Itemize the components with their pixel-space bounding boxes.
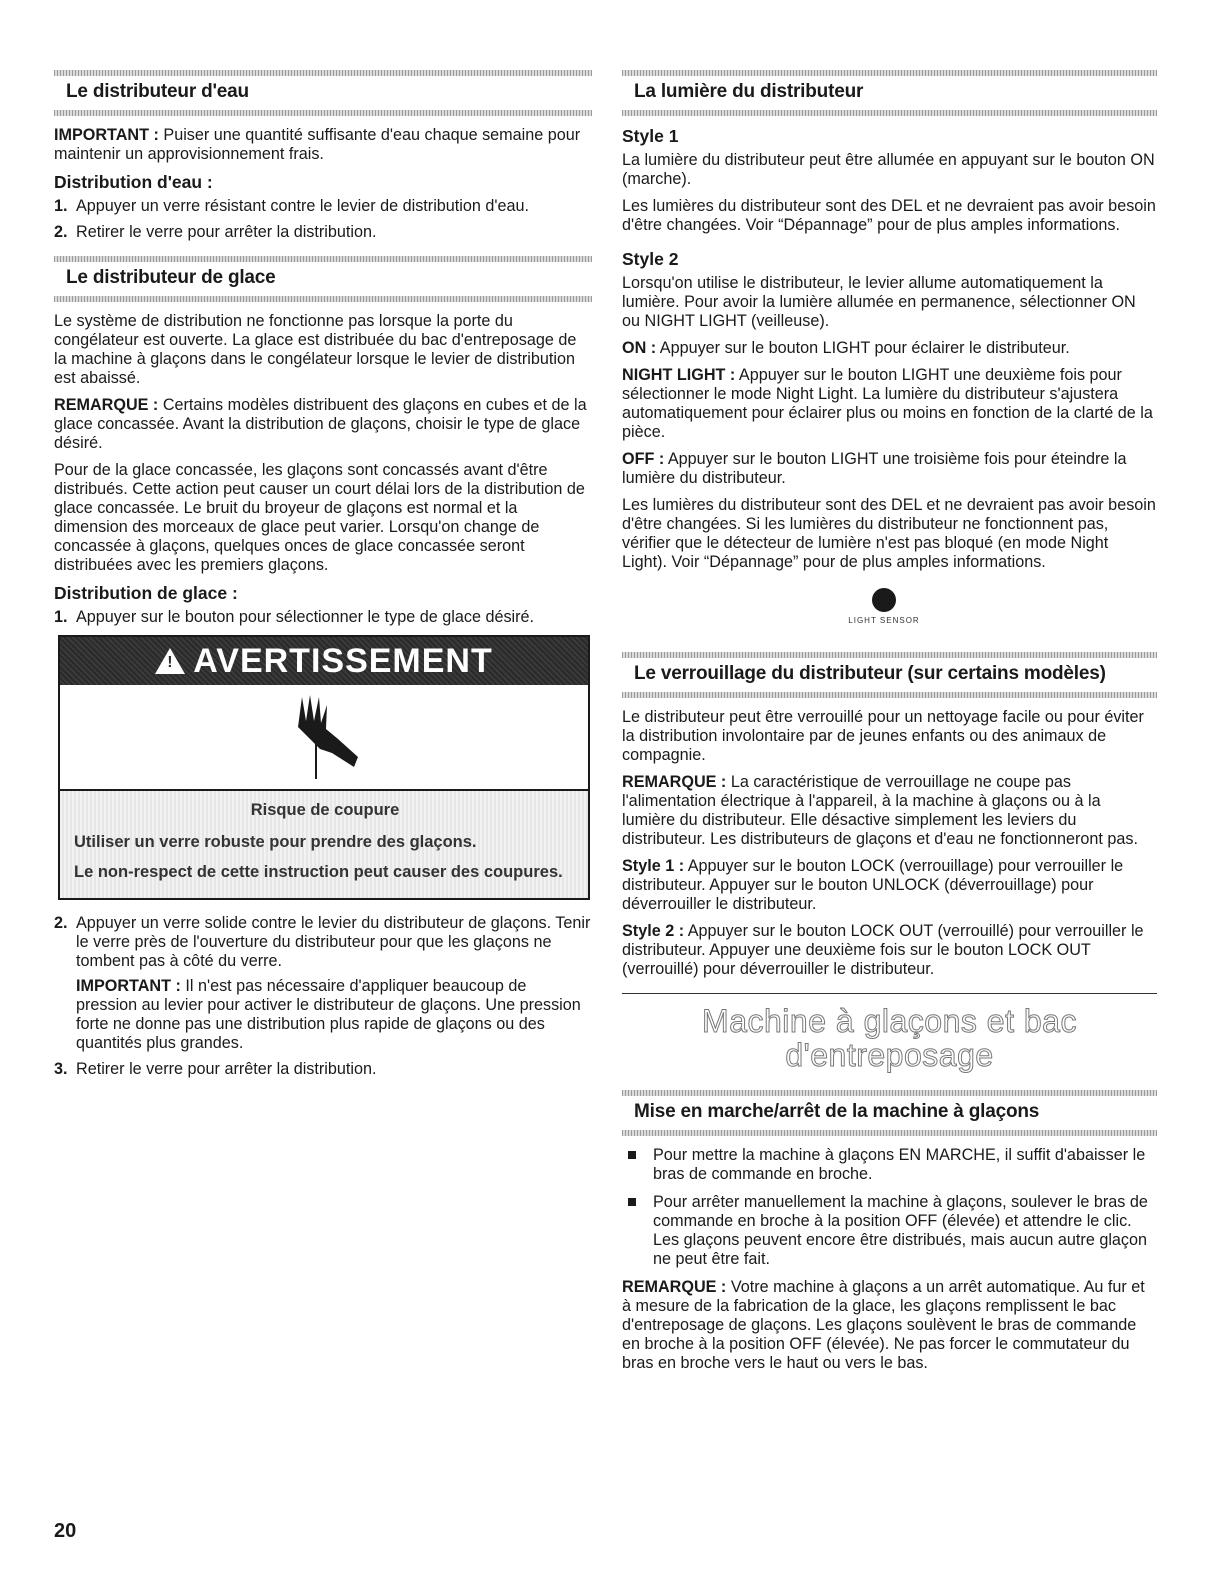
- section-header-icemaker-onoff: [622, 1090, 1157, 1136]
- text: Puiser une quantité suffisante d'eau chaque semaine pour maintenir un approvisionnement frais.: [54, 126, 581, 163]
- bold-lead: Style 1 :: [622, 857, 685, 875]
- paragraph: Les lumières du distributeur sont des DEL et ne devraient pas avoir besoin d'être changées. Voir “Dépannage” pour de plus amples informations.: [622, 197, 1156, 234]
- step-list: [54, 197, 592, 242]
- subheading: Distribution d'eau :: [54, 172, 213, 192]
- step-text: Appuyer un verre solide contre le levier du distributeur de glaçons. Tenir le verre près de l'ouverture du distributeur pour que les glaçons ne tombent pas à côté du verre.: [76, 914, 591, 970]
- header-band: [54, 70, 592, 76]
- bold-lead: REMARQUE :: [622, 1278, 727, 1296]
- page-number: 20: [54, 1520, 77, 1542]
- section-title: Mise en marche/arrêt de la machine à glaçons: [634, 1101, 1040, 1122]
- paragraph-note: [622, 1278, 1157, 1373]
- text: La caractéristique de verrouillage ne coupe pas l'alimentation électrique à l'appareil, à la machine à glaçons ou à la lumière du distributeur. Elle désactive simplement les leviers du distributeur. Les distributeurs de glaçons et d'eau ne fonctionneront pas.: [622, 773, 1139, 848]
- header-band: [622, 110, 1157, 116]
- list-item: [54, 608, 592, 627]
- chapter-title-line: d'entreposage: [785, 1037, 994, 1073]
- step-number: 3.: [54, 1060, 68, 1078]
- paragraph-on: [622, 339, 1157, 358]
- warning-risk: Risque de coupure: [250, 801, 400, 819]
- paragraph-style1: [622, 857, 1157, 914]
- warning-box: [58, 635, 590, 900]
- step-number: 2.: [54, 223, 68, 241]
- section-header-water-dispenser: [54, 70, 592, 116]
- warning-line: Utiliser un verre robuste pour prendre des glaçons.: [74, 833, 477, 851]
- bullet-text: Pour arrêter manuellement la machine à glaçons, soulever le bras de commande en broche à la position OFF (élevée) et attendre le clic. Les glaçons peuvent encore être distribués, mais aucun autre glaçon ne peut être fait.: [653, 1193, 1148, 1268]
- chapter-title-line: Machine à glaçons et bac: [702, 1003, 1077, 1039]
- section-title: La lumière du distributeur: [634, 81, 864, 102]
- text: Appuyer sur le bouton LIGHT une troisième fois pour éteindre la lumière du distributeur.: [622, 450, 1127, 487]
- paragraph: Lorsqu'on utilise le distributeur, le levier allume automatiquement la lumière. Pour avoir la lumière allumée en permanence, sélectionner ON ou NIGHT LIGHT (veilleuse).: [622, 274, 1136, 330]
- warning-line: Le non-respect de cette instruction peut causer des coupures.: [74, 863, 563, 881]
- bullet-square-icon: [628, 1198, 636, 1206]
- text: Il n'est pas nécessaire d'appliquer beaucoup de pression au levier pour activer le distributeur de glaçons. Une pression forte ne donne pas une distribution plus rapide de glaçons ou des quantités plus grandes.: [76, 977, 581, 1052]
- section-title: Le verrouillage du distributeur (sur certains modèles): [634, 663, 1106, 684]
- list-item: [54, 914, 592, 1053]
- list-item: [622, 1193, 1157, 1269]
- paragraph-important: [76, 977, 592, 1053]
- section-header-dispenser-light: [622, 70, 1157, 116]
- header-band: [622, 1090, 1157, 1096]
- paragraph-style2: [622, 922, 1157, 979]
- text: Appuyer sur le bouton LIGHT une deuxième fois pour sélectionner le mode Night Light. La lumière du distributeur s'ajustera automatiquement pour éclairer plus ou moins en fonction de la clarté de la pièce.: [622, 366, 1153, 441]
- bold-lead: OFF :: [622, 450, 665, 468]
- header-band: [54, 110, 592, 116]
- paragraph-important: [54, 126, 592, 164]
- text: Appuyer sur le bouton LOCK (verrouillage) pour verrouiller le distributeur. Appuyer sur le bouton UNLOCK (déverrouillage) pour déverrouiller le distributeur.: [622, 857, 1124, 913]
- warning-title: AVERTISSEMENT: [193, 641, 493, 680]
- text: Certains modèles distribuent des glaçons en cubes et de la glace concassée. Avant la distribution de glaçons, choisir le type de glace désiré.: [54, 396, 587, 452]
- light-sensor-label: LIGHT SENSOR: [848, 616, 920, 625]
- left-column: [54, 70, 592, 1087]
- section-title: Le distributeur de glace: [66, 267, 276, 288]
- paragraph-off: [622, 450, 1157, 488]
- step-text: Retirer le verre pour arrêter la distribution.: [76, 223, 377, 241]
- subheading: Style 2: [622, 249, 679, 269]
- bold-lead: ON :: [622, 339, 657, 357]
- header-band: [54, 296, 592, 302]
- list-item: [622, 1146, 1157, 1184]
- light-sensor-figure: [622, 580, 1157, 640]
- bullet-text: Pour mettre la machine à glaçons EN MARCHE, il suffit d'abaisser le bras de commande en broche.: [653, 1146, 1146, 1183]
- list-item: [54, 223, 592, 242]
- header-band: [622, 70, 1157, 76]
- step-number: 2.: [54, 914, 68, 932]
- paragraph: Le système de distribution ne fonctionne pas lorsque la porte du congélateur est ouverte. La glace est distribuée du bac d'entreposage de la machine à glaçons dans le congélateur lorsque le levier de distribution est abaissé.: [54, 312, 577, 387]
- warning-body: [60, 791, 588, 898]
- paragraph-night-light: [622, 366, 1157, 442]
- text: Appuyer sur le bouton LIGHT pour éclairer le distributeur.: [656, 339, 1070, 357]
- chapter-title: [622, 993, 1157, 1072]
- warning-header: [60, 637, 588, 685]
- section-header-dispenser-lock: [622, 652, 1157, 698]
- subheading: Distribution de glace :: [54, 583, 238, 603]
- bullet-list: [622, 1146, 1157, 1269]
- step-number: 1.: [54, 197, 68, 215]
- text: Votre machine à glaçons a un arrêt automatique. Au fur et à mesure de la fabrication de la glace, les glaçons remplissent le bac d'entreposage de glaçons. Les glaçons soulèvent le bras de commande en broche à la position OFF (élevée). Ne pas forcer le commutateur du bras en broche vers le haut ou vers le bas.: [622, 1278, 1145, 1372]
- paragraph: Pour de la glace concassée, les glaçons sont concassés avant d'être distribués. Cette action peut causer un court délai lors de la distribution de glace concassée. Le bruit du broyeur de glaçons est normal et la dimension des morceaux de glace peut varier. Lorsqu'on change de concassée à glaçons, quelques onces de glace concassée seront distribuées avec les premiers glaçons.: [54, 461, 585, 574]
- list-item: [54, 1060, 592, 1079]
- paragraph-note: [54, 396, 592, 453]
- bold-lead: Style 2 :: [622, 922, 685, 940]
- bold-lead: NIGHT LIGHT :: [622, 366, 736, 384]
- warning-triangle-icon: [155, 648, 185, 674]
- step-number: 1.: [54, 608, 68, 626]
- cut-hand-icon: [280, 687, 370, 787]
- paragraph-note: [622, 773, 1157, 849]
- step-text: Appuyer un verre résistant contre le levier de distribution d'eau.: [76, 197, 529, 215]
- section-title: Le distributeur d'eau: [66, 81, 249, 102]
- step-text: Appuyer sur le bouton pour sélectionner le type de glace désiré.: [76, 608, 535, 626]
- header-band: [622, 652, 1157, 658]
- paragraph: La lumière du distributeur peut être allumée en appuyant sur le bouton ON (marche).: [622, 151, 1155, 188]
- warning-illustration: [60, 685, 588, 791]
- subheading: Style 1: [622, 126, 679, 146]
- step-text: Retirer le verre pour arrêter la distribution.: [76, 1060, 377, 1078]
- right-column: [622, 70, 1157, 1381]
- bold-lead: IMPORTANT :: [54, 126, 159, 144]
- paragraph: Les lumières du distributeur sont des DEL et ne devraient pas avoir besoin d'être changées. Si les lumières du distributeur ne fonctionnent pas, vérifier que le détecteur de lumière n'est pas bloqué (en mode Night Light). Voir “Dépannage” pour de plus amples informations.: [622, 496, 1156, 571]
- step-list: [54, 608, 592, 627]
- list-item: [54, 197, 592, 216]
- header-band: [622, 692, 1157, 698]
- header-band: [622, 1130, 1157, 1136]
- section-header-ice-dispenser: [54, 256, 592, 302]
- step-list: [54, 914, 592, 1079]
- bullet-square-icon: [628, 1151, 636, 1159]
- bold-lead: REMARQUE :: [54, 396, 159, 414]
- bold-lead: REMARQUE :: [622, 773, 727, 791]
- paragraph: Le distributeur peut être verrouillé pour un nettoyage facile ou pour éviter la distribution involontaire par de jeunes enfants ou des animaux de compagnie.: [622, 708, 1144, 764]
- header-band: [54, 256, 592, 262]
- bold-lead: IMPORTANT :: [76, 977, 181, 995]
- text: Appuyer sur le bouton LOCK OUT (verrouillé) pour verrouiller le distributeur. Appuyer une deuxième fois sur le bouton LOCK OUT (verrouillé) pour déverrouiller le distributeur.: [622, 922, 1144, 978]
- light-sensor-icon: [844, 580, 924, 640]
